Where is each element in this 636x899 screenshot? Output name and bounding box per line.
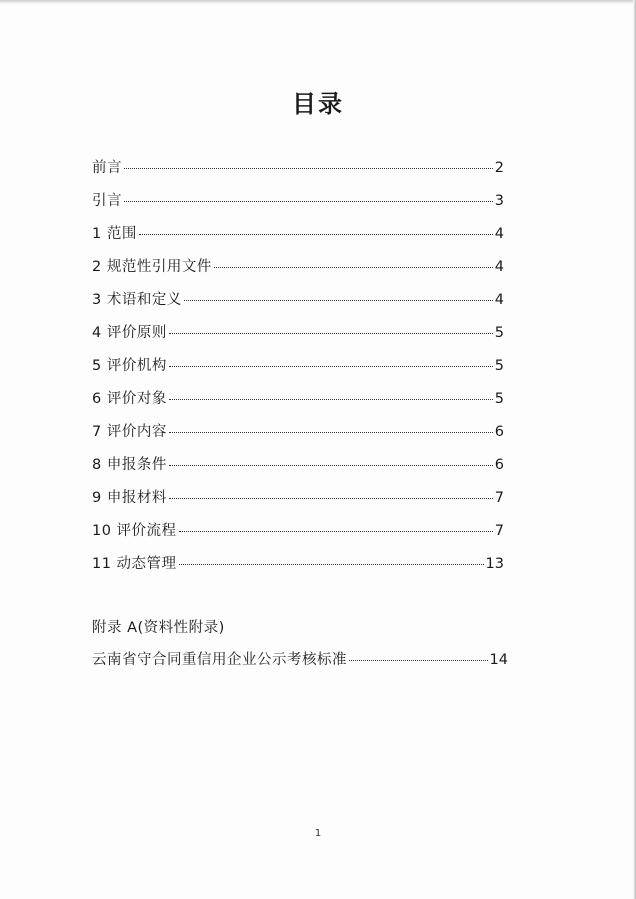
dot-leader — [169, 498, 493, 499]
toc-entry-label: 5 评价机构 — [92, 358, 167, 374]
toc-entry-page: 7 — [494, 490, 504, 506]
dot-leader — [179, 531, 493, 532]
dot-leader — [179, 564, 484, 565]
dot-leader — [139, 234, 493, 235]
toc-entry-label: 10 评价流程 — [92, 523, 177, 539]
toc-entry-label: 11 动态管理 — [92, 556, 177, 572]
appendix-entry[interactable] — [92, 644, 508, 677]
dot-leader — [214, 267, 493, 268]
toc-entry-label: 6 评价对象 — [92, 391, 167, 407]
toc-entry[interactable] — [92, 416, 504, 449]
toc-entry[interactable] — [92, 284, 504, 317]
toc-entry-page: 13 — [485, 556, 504, 572]
dot-leader — [169, 432, 493, 433]
toc-entry-page: 4 — [494, 292, 504, 308]
toc-entry-label: 9 申报材料 — [92, 490, 167, 506]
toc-entry[interactable] — [92, 317, 504, 350]
appendix-section — [92, 612, 512, 677]
toc-entry-page: 2 — [494, 160, 504, 176]
dot-leader — [169, 465, 493, 466]
toc-entry[interactable] — [92, 152, 504, 185]
toc-entry-page: 6 — [494, 424, 504, 440]
toc-entry-label: 前言 — [92, 160, 122, 176]
appendix-heading: 附录 A(资料性附录) — [92, 620, 225, 636]
dot-leader — [169, 399, 493, 400]
toc-entry[interactable] — [92, 218, 504, 251]
scan-edge — [0, 0, 636, 4]
page-title: 目录 — [292, 90, 344, 118]
toc-entry-page: 5 — [494, 325, 504, 341]
toc-entry-label: 云南省守合同重信用企业公示考核标准 — [92, 652, 347, 668]
dot-leader — [169, 333, 493, 334]
toc-entry-page: 4 — [494, 226, 504, 242]
dot-leader — [124, 168, 493, 169]
table-of-contents — [92, 152, 504, 581]
toc-entry-label: 引言 — [92, 193, 122, 209]
toc-entry-label: 8 申报条件 — [92, 457, 167, 473]
toc-entry-label: 4 评价原则 — [92, 325, 167, 341]
page-number: 1 — [314, 828, 322, 839]
toc-entry-page: 14 — [489, 652, 508, 668]
toc-entry-label: 7 评价内容 — [92, 424, 167, 440]
dot-leader — [184, 300, 493, 301]
toc-entry[interactable] — [92, 350, 504, 383]
toc-entry[interactable] — [92, 185, 504, 218]
toc-entry-label: 3 术语和定义 — [92, 292, 182, 308]
toc-entry-label: 2 规范性引用文件 — [92, 259, 212, 275]
toc-entry[interactable] — [92, 482, 504, 515]
toc-entry-page: 5 — [494, 358, 504, 374]
dot-leader — [169, 366, 493, 367]
toc-entry[interactable] — [92, 515, 504, 548]
dot-leader — [124, 201, 493, 202]
toc-entry-page: 6 — [494, 457, 504, 473]
toc-entry[interactable] — [92, 251, 504, 284]
toc-entry-label: 1 范围 — [92, 226, 137, 242]
dot-leader — [349, 660, 488, 661]
toc-entry-page: 7 — [494, 523, 504, 539]
toc-entry-page: 3 — [494, 193, 504, 209]
toc-entry-page: 4 — [494, 259, 504, 275]
toc-entry[interactable] — [92, 383, 504, 416]
toc-entry-page: 5 — [494, 391, 504, 407]
toc-entry[interactable] — [92, 548, 504, 581]
toc-entry[interactable] — [92, 449, 504, 482]
